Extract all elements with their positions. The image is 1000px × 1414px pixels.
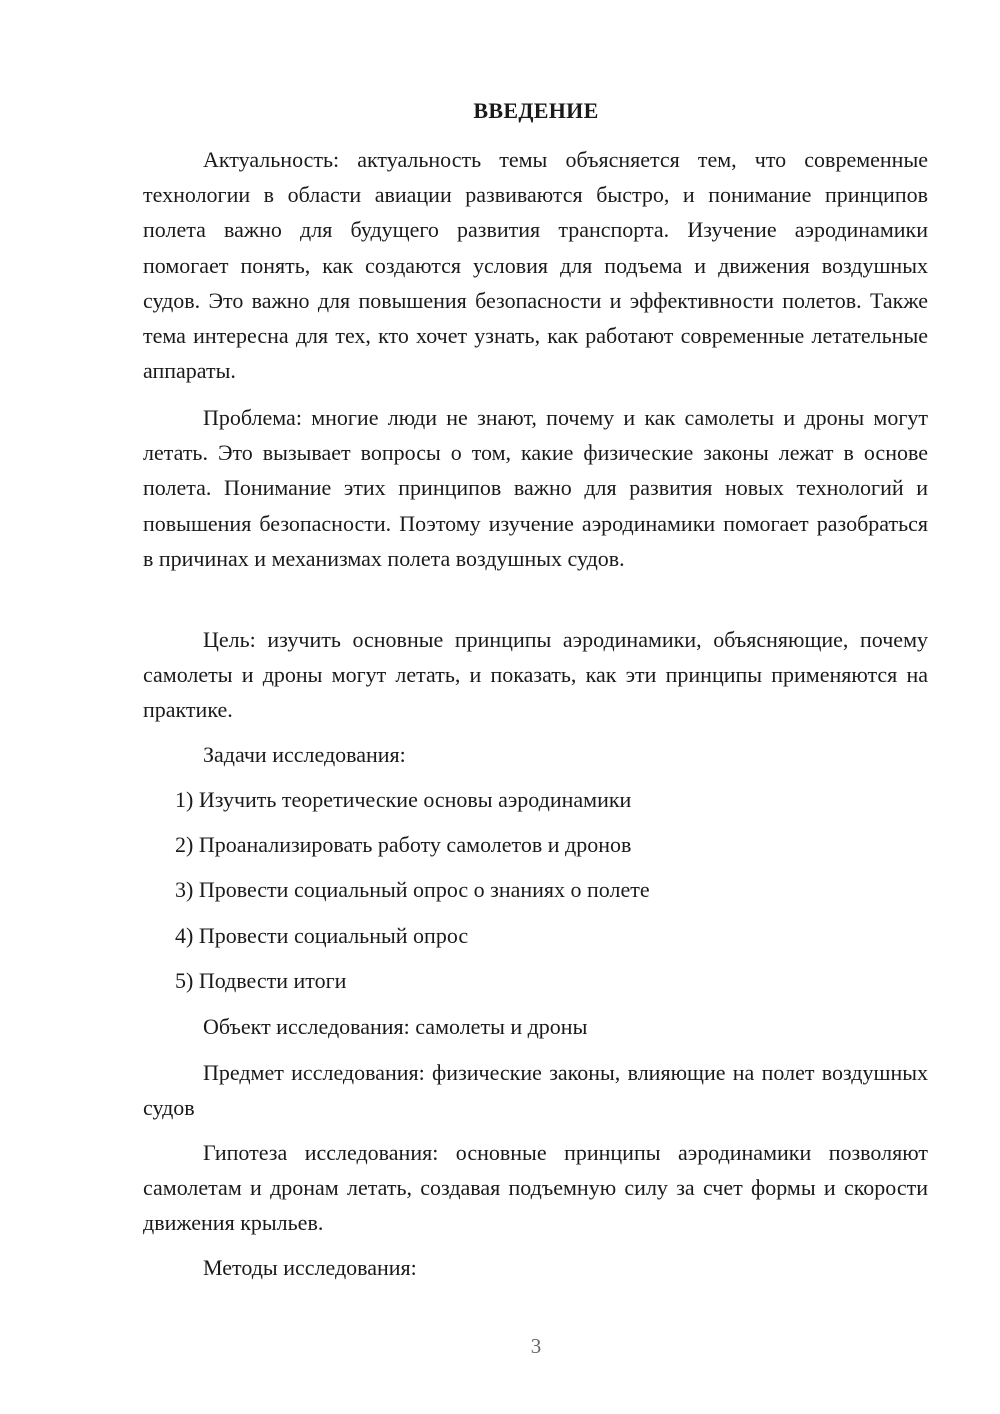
page-title: ВВЕДЕНИЕ [473, 98, 599, 123]
task-item-3: 3) Провести социальный опрос о знаниях о полете [175, 877, 650, 902]
task-item-5: 5) Подвести итоги [175, 968, 347, 993]
relevance-paragraph: Актуальность: актуальность темы объясняется тем, что современные технологии в области авиации развиваются быстро, и понимание принципов полета важно для будущего развития транспорта. Изучение аэродинамики помогает понять, как создаются условия для подъема и движения воздушных судов. Это важно для повышения безопасности и эффективности полетов. Также тема интересна для тех, кто хочет узнать, как работают современные летательные аппараты. [143, 147, 928, 384]
object-paragraph: Объект исследования: самолеты и дроны [203, 1014, 588, 1039]
hypothesis-paragraph: Гипотеза исследования: основные принципы аэродинамики позволяют самолетам и дронам летать, создавая подъемную силу за счет формы и скорости движения крыльев. [143, 1140, 928, 1236]
task-item-2: 2) Проанализировать работу самолетов и дронов [175, 832, 632, 857]
problem-paragraph: Проблема: многие люди не знают, почему и как самолеты и дроны могут летать. Это вызывает вопросы о том, какие физические законы лежат в основе полета. Понимание этих принципов важно для развития новых технологий и повышения безопасности. Поэтому изучение аэродинамики помогает разобраться в причинах и механизмах полета воздушных судов. [143, 405, 928, 571]
tasks-heading: Задачи исследования: [203, 742, 406, 767]
methods-heading: Методы исследования: [203, 1255, 417, 1280]
goal-paragraph: Цель: изучить основные принципы аэродинамики, объясняющие, почему самолеты и дроны могут летать, и показать, как эти принципы применяются на практике. [143, 627, 928, 723]
task-item-1: 1) Изучить теоретические основы аэродинамики [175, 787, 632, 812]
subject-paragraph: Предмет исследования: физические законы, влияющие на полет воздушных судов [143, 1060, 928, 1121]
page-number: 3 [530, 1334, 542, 1358]
task-item-4: 4) Провести социальный опрос [175, 923, 469, 948]
